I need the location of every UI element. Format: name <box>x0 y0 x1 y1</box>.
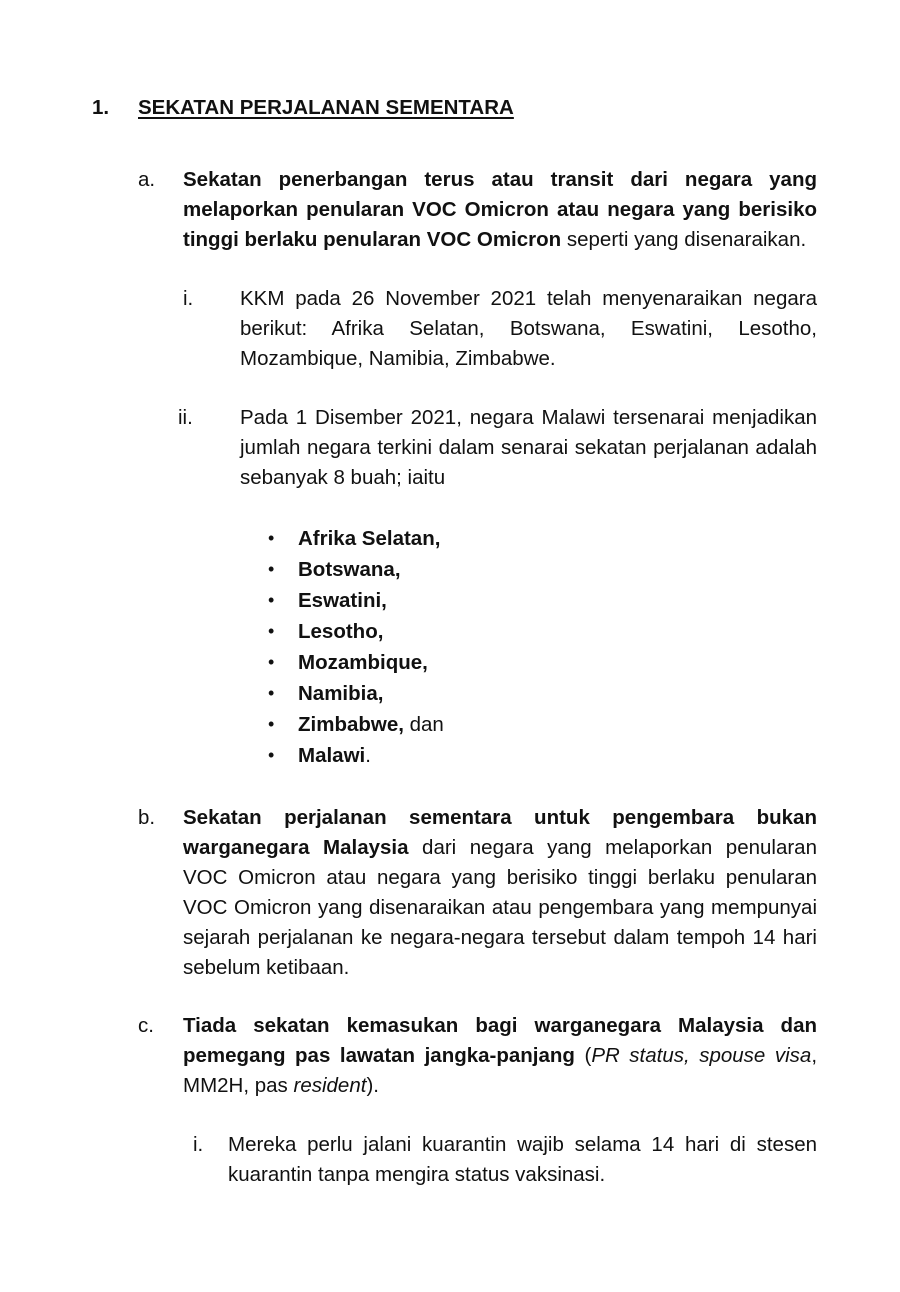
country-name: Lesotho, <box>298 620 384 643</box>
country-suffix: . <box>365 744 371 767</box>
item-a-sub-ii-text: Pada 1 Disember 2021, negara Malawi tersenarai menjadikan jumlah negara terkini dalam senarai sekatan perjalanan adalah sebanyak 8 buah; iaitu <box>240 406 817 489</box>
item-a-sub-ii-label: ii. <box>178 406 193 429</box>
country-name: Eswatini, <box>298 589 387 612</box>
list-item <box>268 585 444 616</box>
list-item <box>268 523 444 554</box>
country-name: Zimbabwe, <box>298 713 404 736</box>
country-name: Botswana, <box>298 558 401 581</box>
item-c-italic-resident: resident <box>293 1074 367 1097</box>
bullet-icon: • <box>268 714 275 734</box>
item-b-paragraph <box>183 803 817 983</box>
country-list <box>268 523 444 771</box>
list-item <box>268 678 444 709</box>
bullet-icon: • <box>268 590 275 610</box>
section-title: SEKATAN PERJALANAN SEMENTARA <box>138 96 514 119</box>
list-item <box>268 647 444 678</box>
item-c-label: c. <box>138 1014 154 1037</box>
item-c-mid-text: , MM2H, pas <box>183 1044 818 1097</box>
country-suffix: dan <box>403 713 444 736</box>
item-c-paren-close: ). <box>366 1074 379 1097</box>
country-name: Malawi <box>298 744 366 767</box>
item-b-rest-text: dari negara yang melaporkan penularan VOC Omicron atau negara yang berisiko tinggi berlaku penularan VOC Omicron yang disenaraikan atau pengembara yang mempunyai sejarah perjalanan ke negara-negara tersebut dalam tempoh 14 hari sebelum ketibaan. <box>183 836 817 979</box>
country-name: Mozambique, <box>298 651 428 674</box>
item-c-italic-status: PR status, spouse visa <box>591 1044 812 1067</box>
country-name: Afrika Selatan, <box>298 527 441 550</box>
bullet-icon: • <box>268 559 275 579</box>
item-a-label: a. <box>138 168 156 191</box>
item-a-sub-i-text: KKM pada 26 November 2021 telah menyenaraikan negara berikut: Afrika Selatan, Botswana, Eswatini, Lesotho, Mozambique, Namibia, Zimbabwe. <box>240 287 817 370</box>
item-a-sub-i-label: i. <box>183 287 194 310</box>
bullet-icon: • <box>268 621 275 641</box>
list-item <box>268 740 444 771</box>
item-a-bold-text: Sekatan penerbangan terus atau transit dari negara yang melaporkan penularan VOC Omicron atau negara yang berisiko tinggi berlaku penularan VOC Omicron <box>183 168 817 251</box>
list-item <box>268 616 444 647</box>
item-c-paragraph <box>183 1011 817 1101</box>
item-b-label: b. <box>138 806 156 829</box>
item-c-sub-i-label: i. <box>193 1133 204 1156</box>
bullet-icon: • <box>268 745 275 765</box>
item-b-bold-text: Sekatan perjalanan sementara untuk pengembara bukan warganegara Malaysia <box>183 806 817 859</box>
item-c-paren-open: ( <box>574 1044 592 1067</box>
bullet-icon: • <box>268 528 275 548</box>
item-a-paragraph <box>183 165 817 255</box>
item-a-rest-text: seperti yang disenaraikan. <box>561 228 807 251</box>
list-item <box>268 709 444 740</box>
country-name: Namibia, <box>298 682 384 705</box>
section-number: 1. <box>92 96 110 119</box>
bullet-icon: • <box>268 683 275 703</box>
list-item <box>268 554 444 585</box>
item-c-sub-i-text: Mereka perlu jalani kuarantin wajib selama 14 hari di stesen kuarantin tanpa mengira status vaksinasi. <box>228 1133 817 1186</box>
bullet-icon: • <box>268 652 275 672</box>
item-c-bold-text: Tiada sekatan kemasukan bagi warganegara Malaysia dan pemegang pas lawatan jangka-panjang <box>183 1014 817 1067</box>
